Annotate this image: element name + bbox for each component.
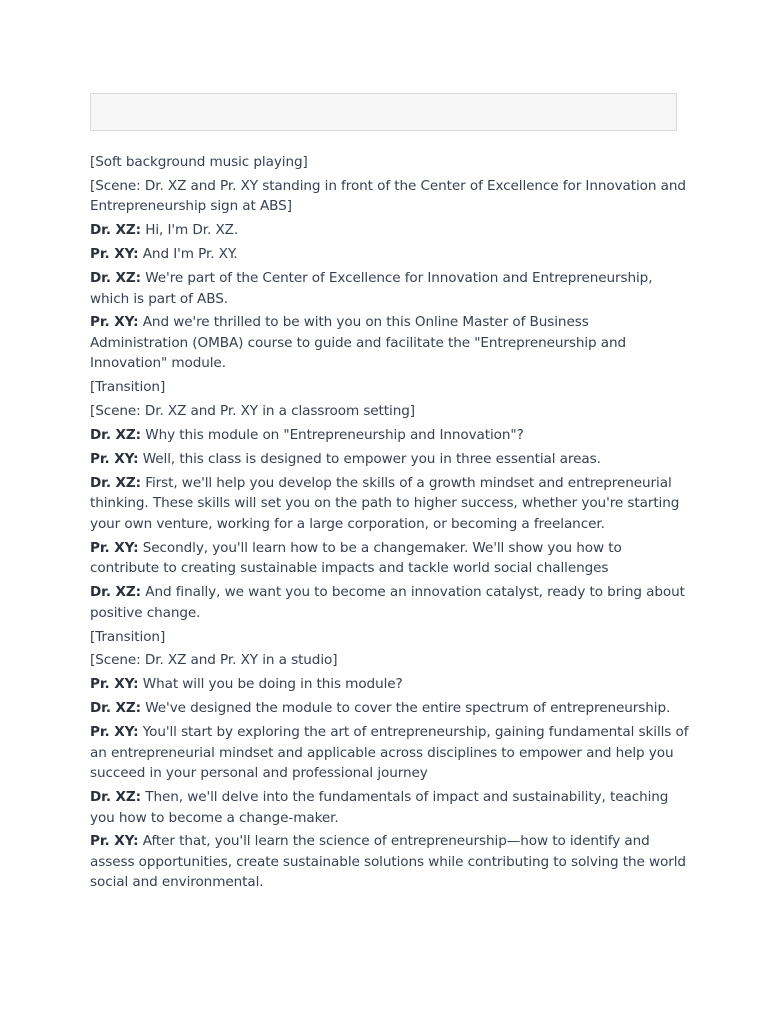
transcript-line xyxy=(90,722,690,784)
speaker-label: Dr. XZ: xyxy=(90,700,142,717)
line-text: And finally, we want you to become an innovation catalyst, ready to bring about positive change. xyxy=(90,584,685,621)
line-text: [Scene: Dr. XZ and Pr. XY in a studio] xyxy=(90,652,338,669)
transcript-line xyxy=(90,152,690,173)
speaker-label: Dr. XZ: xyxy=(90,427,142,444)
line-text: Hi, I'm Dr. XZ. xyxy=(141,222,239,239)
line-text: Secondly, you'll learn how to be a changemaker. We'll show you how to contribute to creating sustainable impacts and tackle world social challenges xyxy=(90,539,622,577)
speaker-label: Pr. XY: xyxy=(90,246,139,263)
speaker-label: Dr. XZ: xyxy=(90,222,142,239)
transcript xyxy=(90,152,690,896)
transcript-line xyxy=(90,787,690,828)
transcript-line xyxy=(90,220,690,241)
transcript-line xyxy=(90,473,690,535)
line-text: [Transition] xyxy=(90,379,166,396)
speaker-label: Dr. XZ: xyxy=(90,584,142,601)
line-text: First, we'll help you develop the skills of a growth mindset and entrepreneurial thinking. These skills will set you on the path to higher success, whether you're starting your own venture, working for a large corporation, or becoming a freelancer. xyxy=(90,474,680,532)
speaker-label: Pr. XY: xyxy=(90,314,139,331)
line-text: You'll start by exploring the art of entrepreneurship, gaining fundamental skills of an entrepreneurial mindset and applicable across disciplines to empower and help you succeed in your personal and professional journey xyxy=(90,724,689,782)
line-text: We're part of the Center of Excellence for Innovation and Entrepreneurship, which is part of ABS. xyxy=(90,270,653,307)
transcript-line xyxy=(90,582,690,623)
line-text: Then, we'll delve into the fundamentals of impact and sustainability, teaching you how to become a change-maker. xyxy=(90,789,669,826)
transcript-line xyxy=(90,268,690,309)
line-text: What will you be doing in this module? xyxy=(138,676,403,693)
transcript-line xyxy=(90,831,690,893)
transcript-line xyxy=(90,425,690,446)
transcript-line xyxy=(90,244,690,265)
transcript-line xyxy=(90,538,690,579)
transcript-line xyxy=(90,674,690,695)
speaker-label: Pr. XY: xyxy=(90,833,139,850)
transcript-line xyxy=(90,401,690,422)
transcript-line xyxy=(90,176,690,217)
line-text: [Soft background music playing] xyxy=(90,154,308,170)
line-text: After that, you'll learn the science of entrepreneurship—how to identify and assess opportunities, create sustainable solutions while contributing to solving the world social and environmental. xyxy=(90,833,686,891)
speaker-label: Dr. XZ: xyxy=(90,474,142,491)
speaker-label: Pr. XY: xyxy=(90,724,139,741)
line-text: And we're thrilled to be with you on this Online Master of Business Administration (OMBA) course to guide and facilitate the "Entrepreneurship and Innovation" module. xyxy=(90,314,627,372)
line-text: Well, this class is designed to empower you in three essential areas. xyxy=(138,451,601,468)
speaker-label: Dr. XZ: xyxy=(90,270,142,287)
line-text: [Scene: Dr. XZ and Pr. XY in a classroom setting] xyxy=(90,403,415,420)
speaker-label: Pr. XY: xyxy=(90,451,139,468)
line-text: And I'm Pr. XY. xyxy=(138,246,238,263)
transcript-line xyxy=(90,698,690,719)
speaker-label: Pr. XY: xyxy=(90,676,139,693)
transcript-line xyxy=(90,449,690,470)
transcript-line xyxy=(90,312,690,374)
speaker-label: Dr. XZ: xyxy=(90,789,142,806)
line-text: Why this module on "Entrepreneurship and Innovation"? xyxy=(141,427,524,444)
transcript-line xyxy=(90,377,690,398)
speaker-label: Pr. XY: xyxy=(90,539,139,556)
transcript-line xyxy=(90,650,690,671)
empty-header-box xyxy=(90,93,677,131)
line-text: We've designed the module to cover the entire spectrum of entrepreneurship. xyxy=(141,700,671,717)
line-text: [Scene: Dr. XZ and Pr. XY standing in front of the Center of Excellence for Innovation and Entrepreneurship sign at ABS] xyxy=(90,177,686,215)
transcript-line xyxy=(90,627,690,648)
line-text: [Transition] xyxy=(90,628,166,645)
